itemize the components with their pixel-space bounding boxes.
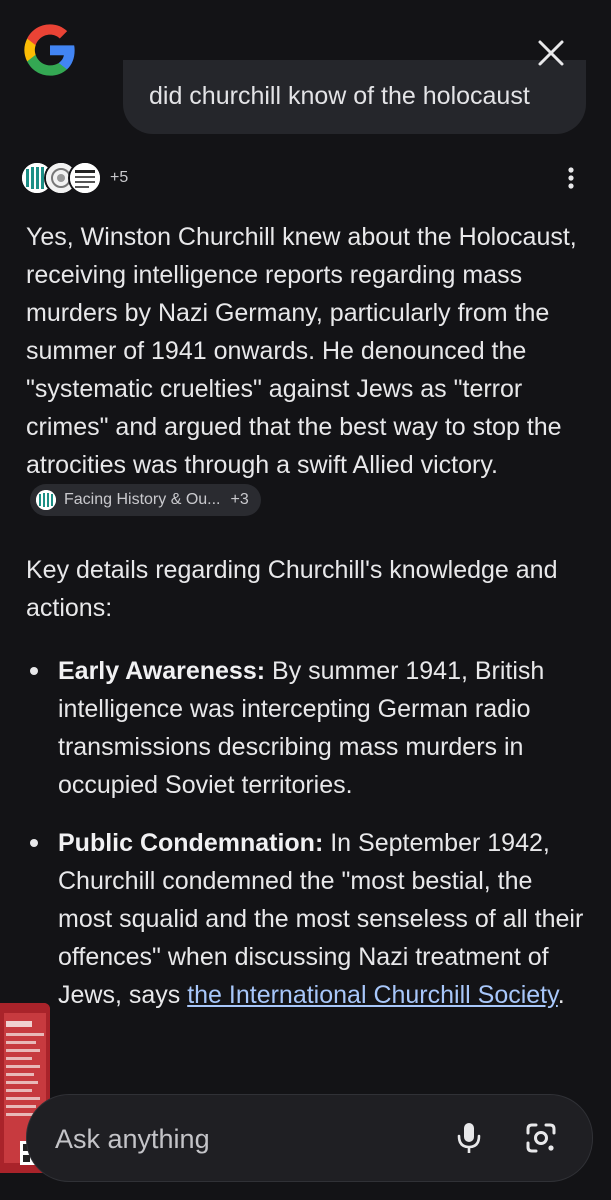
facing-history-icon [36,490,56,510]
voice-search-button[interactable] [447,1116,491,1160]
more-vert-icon [567,166,575,190]
google-logo [22,22,78,78]
user-query-text: did churchill know of the holocaust [149,82,530,110]
google-lens-button[interactable] [519,1116,563,1160]
key-details-list [26,652,586,1034]
microphone-icon [456,1121,482,1155]
list-item-trailing: . [557,981,565,1009]
ask-bar [26,1094,593,1182]
sources-row[interactable] [20,158,128,198]
citation-chip-label: Facing History & Ou... [64,491,221,508]
bullet-dot [30,667,38,675]
answer-paragraph [26,218,586,524]
list-item [26,652,586,804]
citation-chip-count: +3 [230,491,249,508]
churchill-society-link[interactable]: the International Churchill Society [187,981,558,1009]
ai-answer [26,218,586,524]
key-details-intro: Key details regarding Churchill's knowledge and actions: [26,556,558,622]
list-item-body: By summer 1941, British intelligence was intercepting German radio transmissions describing mass murders in occupied Soviet territories. [58,657,545,799]
list-item-body: In September 1942, Churchill condemned the "most bestial, the most squalid and the most senseless of all their offences" when discussing Nazi treatment of Jews, says [58,829,584,1009]
citation-chip[interactable] [30,484,261,516]
bullet-dot [30,839,38,847]
close-button[interactable] [526,28,576,78]
user-query-bubble [123,60,586,134]
ask-input[interactable] [53,1095,417,1183]
list-item-title: Public Condemnation: [58,829,324,857]
list-item [26,824,586,1014]
more-options-button[interactable] [556,163,586,193]
sources-count: +5 [110,169,129,186]
list-item-title: Early Awareness: [58,657,266,685]
close-icon [536,38,566,68]
answer-text: Yes, Winston Churchill knew about the Holocaust, receiving intelligence reports regarding mass murders by Nazi Germany, particularly from the summer of 1941 onwards. He denounced the "systematic cruelties" against Jews as "terror crimes" and argued that the best way to stop the atrocities was through a swift Allied victory. [26,223,577,479]
top-bar [0,0,611,135]
document-source-icon [68,161,102,195]
lens-camera-icon [525,1122,557,1154]
